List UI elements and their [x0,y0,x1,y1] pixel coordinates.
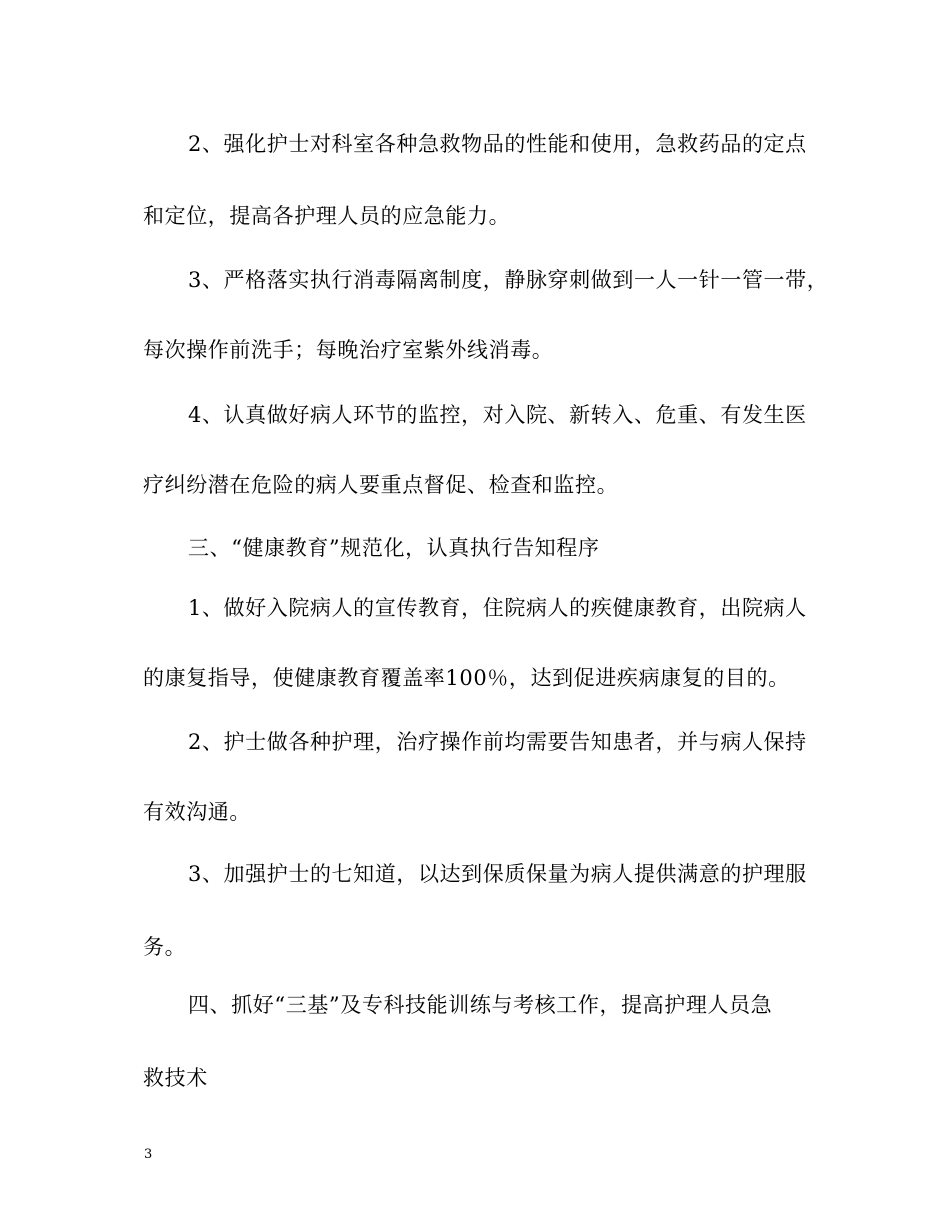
paragraph-line: 每次操作前洗手；每晚治疗室紫外线消毒。 [143,338,554,362]
paragraph-line: 1、做好入院病人的宣传教育，住院病人的疾健康教育，出院病人 [188,596,807,620]
paragraph-line: 4、认真做好病人环节的监控，对入院、新转入、危重、有发生医 [188,403,807,427]
paragraph-line: 2、护士做各种护理，治疗操作前均需要告知患者，并与病人保持 [188,730,807,754]
paragraph-line: 3、严格落实执行消毒隔离制度，静脉穿刺做到一人一针一管一带， [188,268,829,292]
page-number: 3 [144,1147,153,1162]
paragraph-line: 的康复指导，使健康教育覆盖率100％，达到促进疾病康复的目的。 [143,666,790,690]
section-heading: 四、抓好“三基”及专科技能训练与考核工作，提高护理人员急 [188,993,773,1017]
section-heading-continuation: 救技术 [143,1066,208,1090]
paragraph-line: 务。 [143,935,187,959]
paragraph-line: 有效沟通。 [143,800,251,824]
paragraph-line: 2、强化护士对科室各种急救物品的性能和使用，急救药品的定点 [188,132,807,156]
paragraph-line: 疗纠纷潜在危险的病人要重点督促、检查和监控。 [143,473,619,497]
paragraph-line: 和定位，提高各护理人员的应急能力。 [143,204,511,228]
paragraph-line: 3、加强护士的七知道，以达到保质保量为病人提供满意的护理服 [188,862,807,886]
section-heading: 三、“健康教育”规范化，认真执行告知程序 [188,536,600,560]
